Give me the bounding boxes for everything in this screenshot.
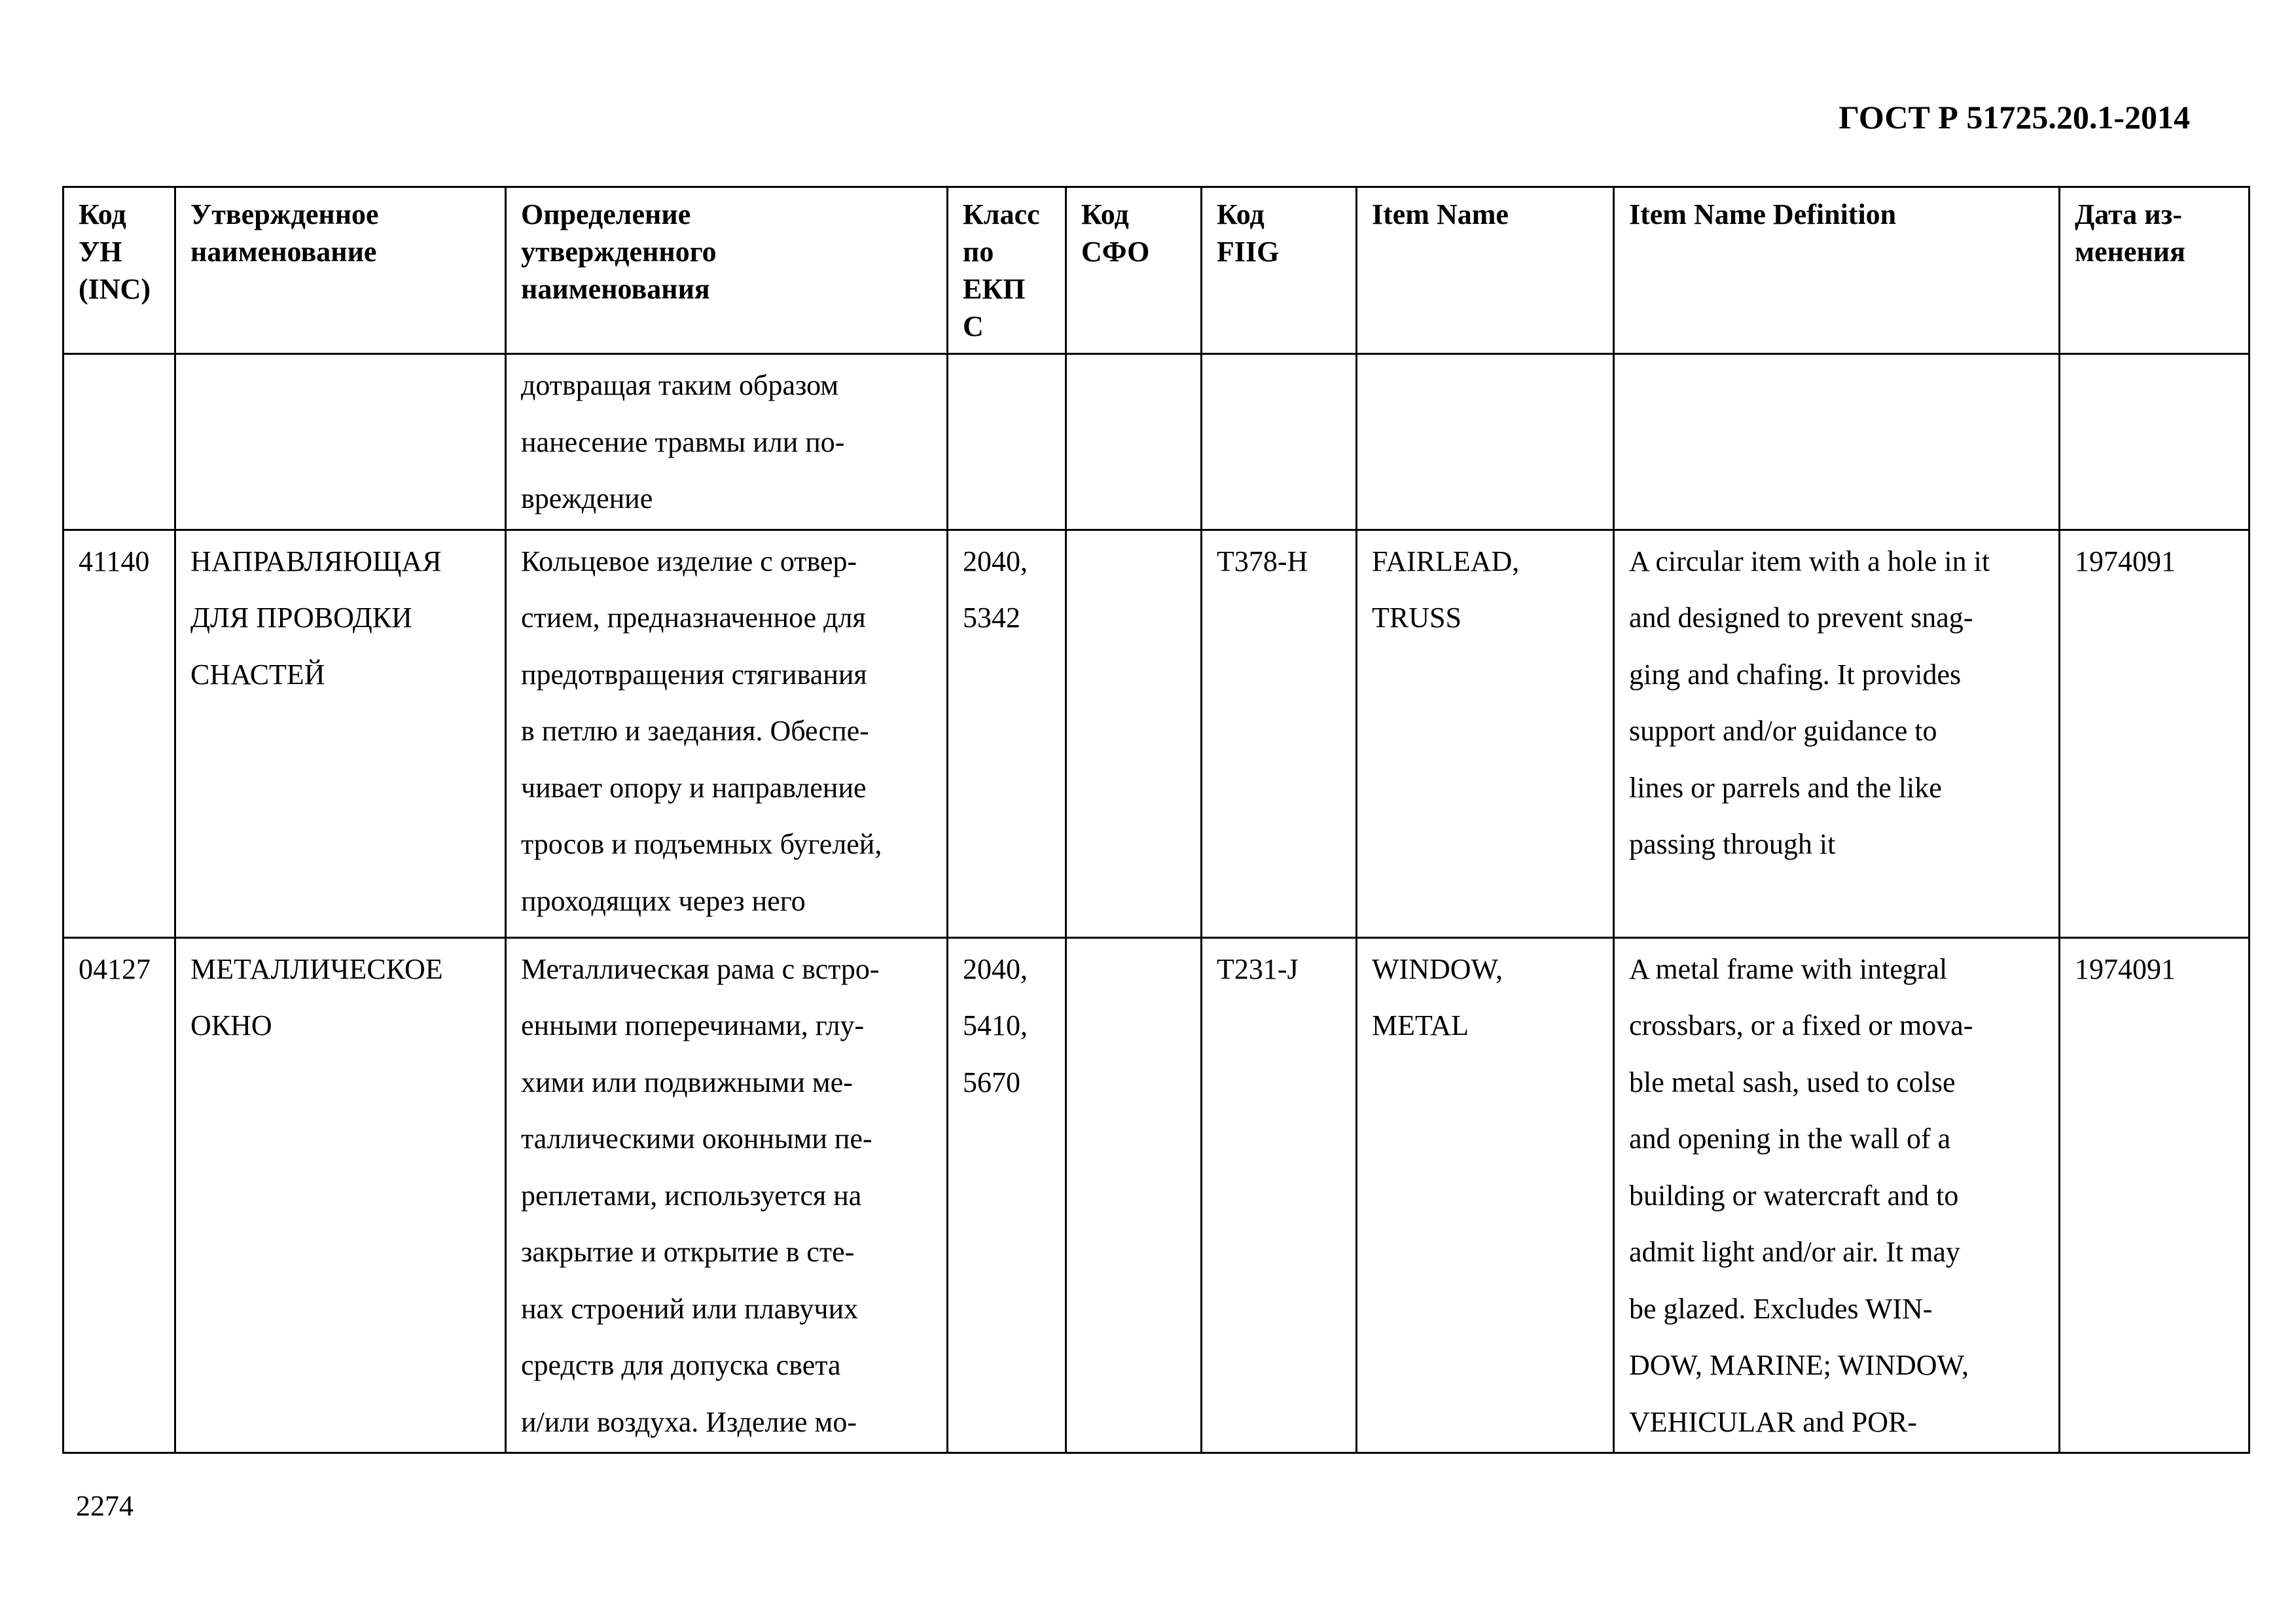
cell-approved-name bbox=[175, 354, 506, 530]
cell-item-name: FAIRLEAD, TRUSS bbox=[1357, 530, 1614, 937]
cell-name-definition: дотвращая таким образом нанесение травмы или по- вреждение bbox=[506, 354, 948, 530]
table-row bbox=[63, 354, 2250, 530]
cell-sfo bbox=[1066, 937, 1202, 1453]
col-header-change-date: Дата из- менения bbox=[2060, 187, 2250, 354]
cell-sfo bbox=[1066, 354, 1202, 530]
col-header-inc: Код УН (INC) bbox=[63, 187, 175, 354]
cell-name-definition: Кольцевое изделие с отвер- стием, предназначенное для предотвращения стягивания в петлю и заедания. Обеспе- чивает опору и направление тросов и подъемных бугелей, проходящих через него bbox=[506, 530, 948, 937]
items-table bbox=[62, 186, 2250, 1454]
cell-item-name: WINDOW, METAL bbox=[1357, 937, 1614, 1453]
cell-item-name-definition: A circular item with a hole in it and designed to prevent snag- ging and chafing. It provides support and/or guidance to lines or parrels and the like passing through it bbox=[1614, 530, 2060, 937]
cell-change-date bbox=[2060, 354, 2250, 530]
cell-class: 2040, 5410, 5670 bbox=[948, 937, 1066, 1453]
cell-inc: 41140 bbox=[63, 530, 175, 937]
cell-item-name-definition: A metal frame with integral crossbars, or a fixed or mova- ble metal sash, used to colse and opening in the wall of a building or watercraft and to admit light and/or air. It may be glazed. Excludes WIN- DOW, MARINE; WINDOW, VEHICULAR and POR- bbox=[1614, 937, 2060, 1453]
cell-fiig: T231-J bbox=[1202, 937, 1357, 1453]
cell-item-name bbox=[1357, 354, 1614, 530]
cell-approved-name: НАПРАВЛЯЮЩАЯ ДЛЯ ПРОВОДКИ СНАСТЕЙ bbox=[175, 530, 506, 937]
cell-sfo bbox=[1066, 530, 1202, 937]
col-header-item-name: Item Name bbox=[1357, 187, 1614, 354]
col-header-class: Класс по ЕКП С bbox=[948, 187, 1066, 354]
cell-item-name-definition bbox=[1614, 354, 2060, 530]
page-number: 2274 bbox=[76, 1490, 134, 1522]
col-header-fiig: Код FIIG bbox=[1202, 187, 1357, 354]
cell-class: 2040, 5342 bbox=[948, 530, 1066, 937]
cell-inc: 04127 bbox=[63, 937, 175, 1453]
cell-fiig bbox=[1202, 354, 1357, 530]
col-header-sfo: Код СФО bbox=[1066, 187, 1202, 354]
cell-class bbox=[948, 354, 1066, 530]
cell-name-definition: Металлическая рама с встро- енными поперечинами, глу- хими или подвижными ме- таллическими оконными пе- реплетами, используется на закрытие и открытие в сте- нах строений или плавучих средств для допуска света и/или воздуха. Изделие мо- bbox=[506, 937, 948, 1453]
cell-inc bbox=[63, 354, 175, 530]
col-header-name-definition: Определение утвержденного наименования bbox=[506, 187, 948, 354]
cell-approved-name: МЕТАЛЛИЧЕСКОЕ ОКНО bbox=[175, 937, 506, 1453]
cell-change-date: 1974091 bbox=[2060, 937, 2250, 1453]
cell-fiig: T378-H bbox=[1202, 530, 1357, 937]
col-header-approved-name: Утвержденное наименование bbox=[175, 187, 506, 354]
table-row bbox=[63, 530, 2250, 937]
header-row bbox=[63, 187, 2250, 354]
cell-change-date: 1974091 bbox=[2060, 530, 2250, 937]
table-row bbox=[63, 937, 2250, 1453]
document-code: ГОСТ Р 51725.20.1-2014 bbox=[1839, 99, 2190, 135]
col-header-item-name-definition: Item Name Definition bbox=[1614, 187, 2060, 354]
